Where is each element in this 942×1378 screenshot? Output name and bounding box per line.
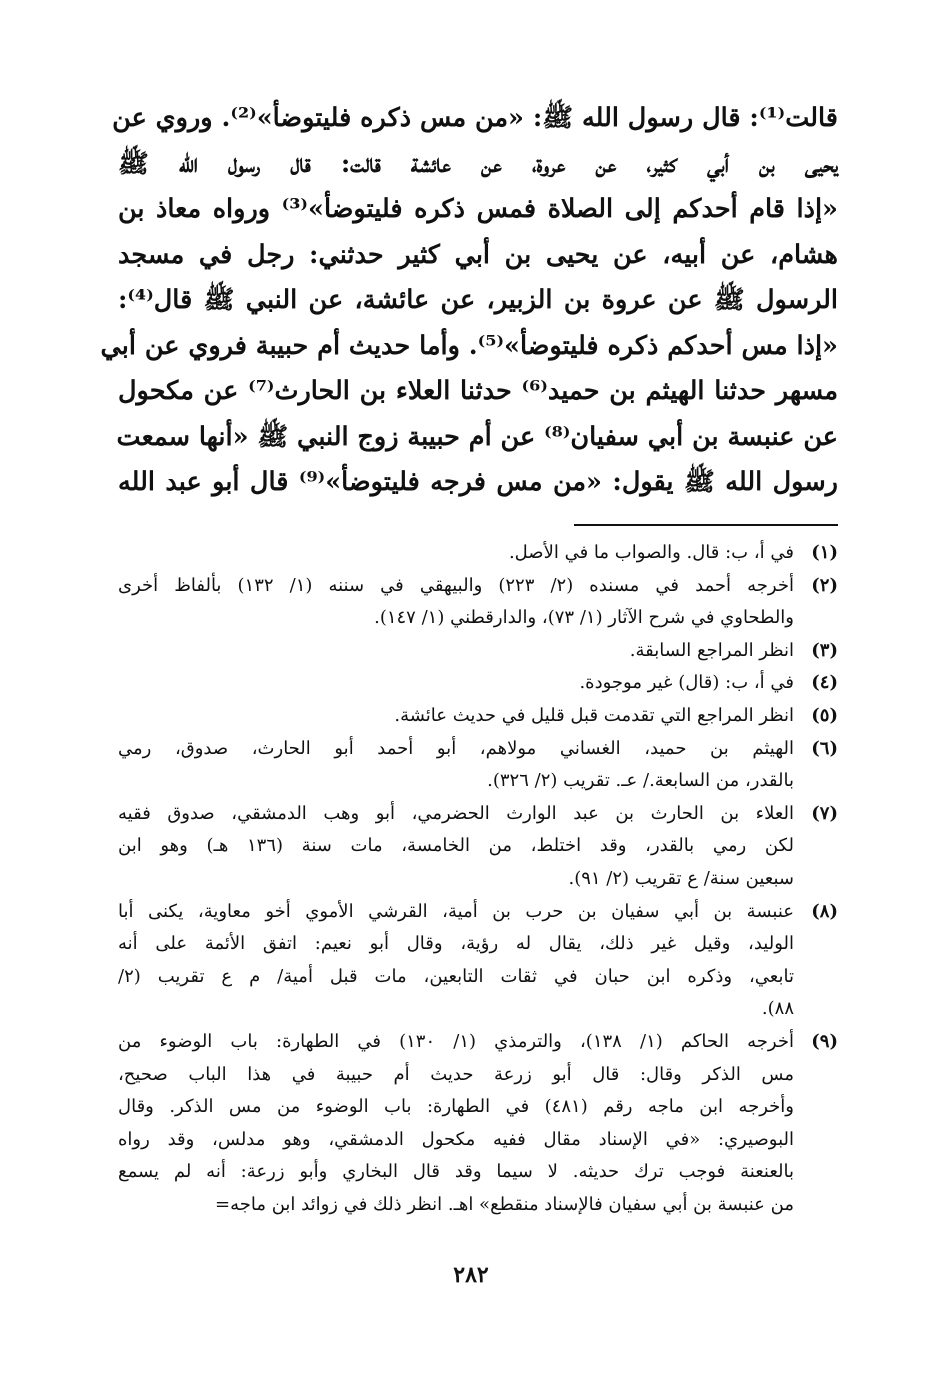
footnote-line: الوليد، وقيل غير ذلك، يقال له رؤية، وقال أبو نعيم: اتفق الأئمة على أنه <box>118 933 794 955</box>
footnote-number: (٨) <box>811 900 838 922</box>
footnote-text <box>118 667 794 700</box>
footnote <box>118 733 838 798</box>
main-text-line: الرسول ﷺ عن عروة بن الزبير، عن عائشة، عن النبي ﷺ قال⁽⁴⁾: <box>118 285 838 315</box>
footnote-text <box>118 537 794 570</box>
footnote-line: سبعين سنة/ ع تقريب (٢/ ٩١). <box>568 867 794 889</box>
main-text-line: هشام، عن أبيه، عن يحيى بن أبي كثير حدثني: رجل في مسجد <box>118 239 838 270</box>
footnote-text <box>118 570 794 635</box>
footnote-text <box>118 896 794 1026</box>
footnote-number: (٤) <box>811 672 838 694</box>
footnote-number: (٥) <box>811 704 838 726</box>
footnote-line: عنبسة بن أبي سفيان بن حرب بن أمية، القرشي الأموي أخو معاوية، يكنى أبا <box>118 900 794 922</box>
footnote <box>118 798 838 896</box>
footnote-line: لكن رمي بالقدر، وقد اختلط، من الخامسة، مات سنة (١٣٦ هـ) وهو ابن <box>118 835 794 857</box>
footnote-number: (١) <box>811 542 838 563</box>
footnote-line: أخرجه أحمد في مسنده (٢/ ٢٢٣) والبيهقي في سننه (١/ ١٣٢) بألفاظ أخرى <box>118 574 794 596</box>
footnote-line: العلاء بن الحارث بن عبد الوارث الحضرمي، أبو وهب الدمشقي، صدوق فقيه <box>118 802 794 824</box>
main-text-line: مسهر حدثنا الهيثم بن حميد⁽⁶⁾ حدثنا العلاء بن الحارث⁽⁷⁾ عن مكحول <box>118 376 839 406</box>
main-text-line: رسول الله ﷺ يقول: «من مس فرجه فليتوضأ»⁽⁹⁾ قال أبو عبد الله <box>118 467 838 497</box>
footnote-line: البوصيري: «في الإسناد مقال ففيه مكحول الدمشقي، وهو مدلس، وقد رواه <box>118 1128 794 1150</box>
main-text <box>100 96 839 506</box>
footnote-text <box>118 700 794 733</box>
footnote-line: انظر المراجع السابقة. <box>629 639 794 661</box>
main-text-line: يحيى بن أبي كثير، عن عروة، عن عائشة قالت: قال رسول الله ﷺ <box>118 148 838 179</box>
main-text-line: عن عنبسة بن أبي سفيان⁽⁸⁾ عن أم حبيبة زوج النبي ﷺ «أنها سمعت <box>116 421 838 452</box>
footnote <box>118 570 838 635</box>
footnote-line: وأخرجه ابن ماجه رقم (٤٨١) في الطهارة: باب الوضوء من مس الذكر. وقال <box>118 1096 794 1118</box>
footnote-line: في أ، ب: قال. والصواب ما في الأصل. <box>508 542 794 563</box>
main-text-line: «إذا قام أحدكم إلى الصلاة فمس ذكره فليتوضأ»⁽³⁾ ورواه معاذ بن <box>118 194 838 224</box>
footnote <box>118 667 838 700</box>
footnote <box>118 896 838 1026</box>
footnote-separator <box>574 524 838 526</box>
footnote <box>118 700 838 733</box>
footnote-line: في أ، ب: (قال) غير موجودة. <box>579 672 794 694</box>
footnote <box>118 635 838 668</box>
footnote-line: الهيثم بن حميد، الغساني مولاهم، أبو أحمد أبو الحارث، صدوق، رمي <box>118 737 794 759</box>
page-number: ٢٨٢ <box>453 1262 489 1288</box>
footnote-number: (٣) <box>811 639 838 661</box>
footnote-number: (٢) <box>811 574 838 596</box>
footnote-line: من عنبسة بن أبي سفيان فالإسناد منقطع» اهـ. انظر ذلك في زوائد ابن ماجه= <box>214 1193 794 1215</box>
footnote-line: والطحاوي في شرح الآثار (١/ ٧٣)، والدارقطني (١/ ١٤٧). <box>374 607 794 629</box>
footnote-text <box>118 798 794 896</box>
main-text-line: «إذا مس أحدكم ذكره فليتوضأ»⁽⁵⁾. وأما حديث أم حبيبة فروي عن أبي <box>100 330 838 361</box>
footnote-text <box>118 635 794 668</box>
footnote-number: (٩) <box>811 1030 838 1052</box>
footnote-line: أخرجه الحاكم (١/ ١٣٨)، والترمذي (١/ ١٣٠) في الطهارة: باب الوضوء من <box>118 1030 794 1052</box>
footnote-line: مس الذكر وقال: قال أبو زرعة حديث أم حبيبة في هذا الباب صحيح، <box>118 1063 794 1085</box>
footnote-number: (٦) <box>811 737 838 759</box>
footnote-line: ٨٨). <box>761 998 794 1020</box>
footnote-number: (٧) <box>811 802 838 824</box>
footnotes <box>118 537 838 1221</box>
footnote-line: بالقدر، من السابعة./ عـ. تقريب (٢/ ٣٢٦). <box>487 770 794 792</box>
footnote-line: انظر المراجع التي تقدمت قبل قليل في حديث عائشة. <box>394 704 794 726</box>
footnote-text <box>118 1026 794 1222</box>
footnote-line: بالعنعنة فوجب ترك حديثه. لا سيما وقد قال البخاري وأبو زرعة: أنه لم يسمع <box>118 1161 794 1183</box>
main-text-line: قالت⁽¹⁾: قال رسول الله ﷺ: «من مس ذكره فليتوضأ»⁽²⁾. وروي عن <box>112 103 838 133</box>
footnote <box>118 1026 838 1222</box>
footnote <box>118 537 838 570</box>
footnote-text <box>118 733 794 798</box>
footnote-line: تابعي، وذكره ابن حبان في ثقات التابعين، مات قبل أمية/ م ع تقريب (٢/ <box>118 965 794 987</box>
